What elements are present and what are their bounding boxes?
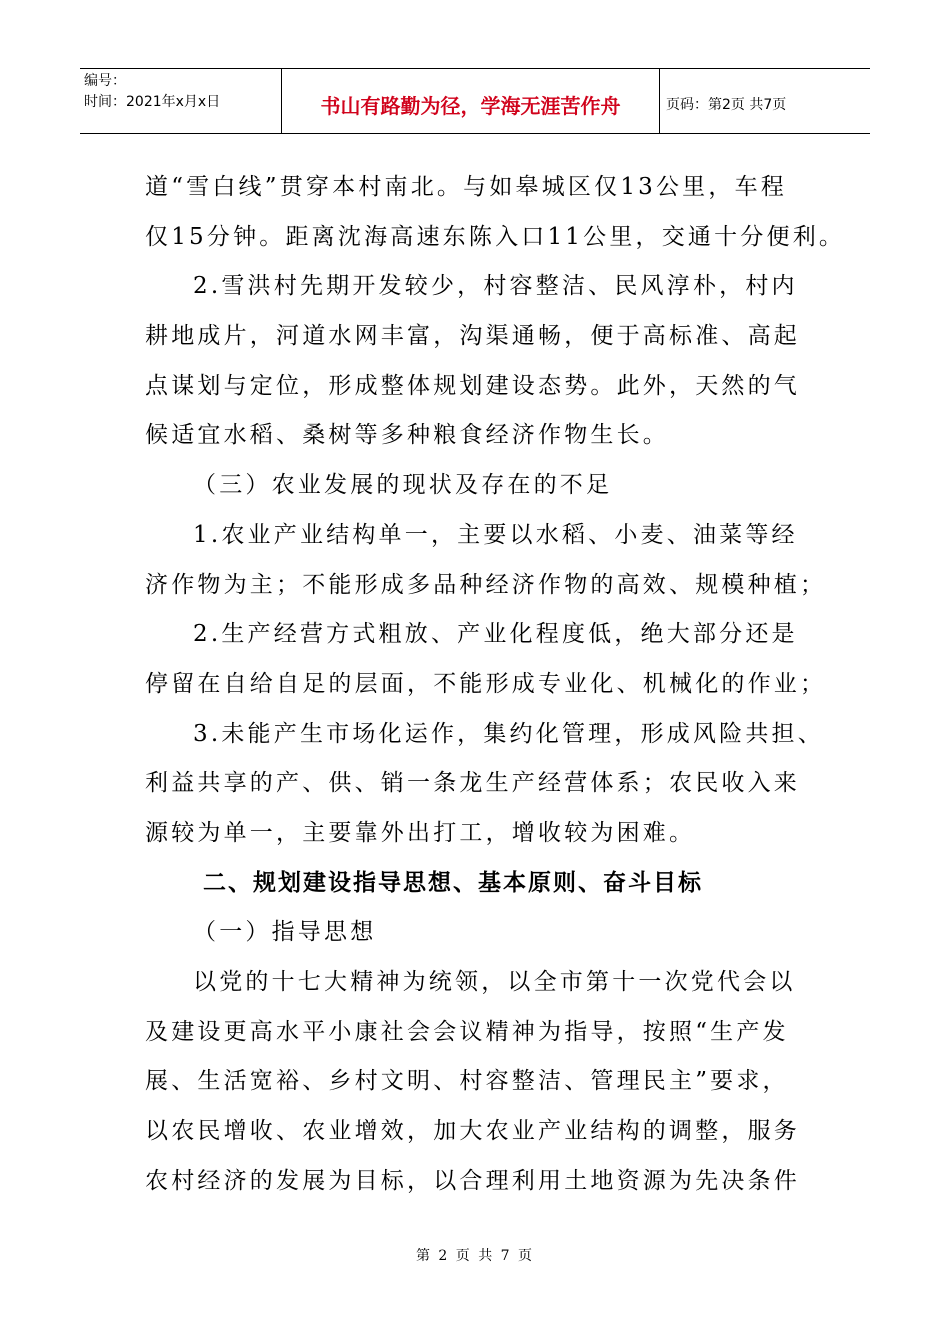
time-label: 时间：2021年x月x日 (84, 94, 221, 110)
body-line: 点谋划与定位，形成整体规划建设态势。此外，天然的气 (145, 372, 800, 399)
body-line: 以党的十七大精神为统领，以全市第十一次党代会以 (193, 969, 796, 995)
body-line: 仅15分钟。距离沈海高速东陈入口11公里，交通十分便利。 (145, 223, 846, 250)
header-motto: 书山有路勤为径，学海无涯苦作舟 (282, 69, 660, 133)
document-body (145, 163, 846, 1206)
body-line: 利益共享的产、供、销一条龙生产经营体系；农民收入来 (145, 770, 800, 797)
body-line: 2.雪洪村先期开发较少，村容整洁、民风淳朴，村内 (193, 273, 798, 300)
body-line: 及建设更高水平小康社会会议精神为指导，按照“生产发 (145, 1018, 789, 1045)
header-page-info: 页码：第2页 共7页 (666, 97, 787, 113)
body-line: 1.农业产业结构单一，主要以水稻、小麦、油菜等经 (193, 521, 798, 548)
body-line: 以农民增收、农业增效，加大农业产业结构的调整，服务 (145, 1118, 800, 1145)
subsection-heading: （三）农业发展的现状及存在的不足 (193, 472, 613, 499)
body-line: 3.未能产生市场化运作，集约化管理，形成风险共担、 (193, 720, 824, 747)
page-header (80, 68, 870, 134)
body-line: 展、生活宽裕、乡村文明、村容整洁、管理民主”要求， (145, 1068, 789, 1095)
body-line: 候适宜水稻、桑树等多种粮食经济作物生长。 (145, 422, 669, 449)
body-line: 济作物为主；不能形成多品种经济作物的高效、规模种植； (145, 571, 827, 598)
body-line: 2.生产经营方式粗放、产业化程度低，绝大部分还是 (193, 621, 798, 648)
number-label: 编号： (84, 73, 126, 89)
body-line: 耕地成片，河道水网丰富，沟渠通畅，便于高标准、高起 (145, 323, 800, 350)
subsection-heading: （一）指导思想 (193, 919, 377, 946)
section-heading: 二、规划建设指导思想、基本原则、奋斗目标 (203, 869, 703, 896)
body-line: 停留在自给自足的层面，不能形成专业化、机械化的作业； (145, 670, 827, 697)
body-line: 源较为单一，主要靠外出打工，增收较为困难。 (145, 819, 696, 846)
page-footer: 第 2 页 共 7 页 (415, 1248, 535, 1264)
body-line: 农村经济的发展为目标，以合理利用土地资源为先决条件 (145, 1167, 800, 1194)
header-meta (80, 69, 282, 133)
body-line: 道“雪白线”贯穿本村南北。与如皋城区仅13公里，车程 (145, 174, 787, 200)
